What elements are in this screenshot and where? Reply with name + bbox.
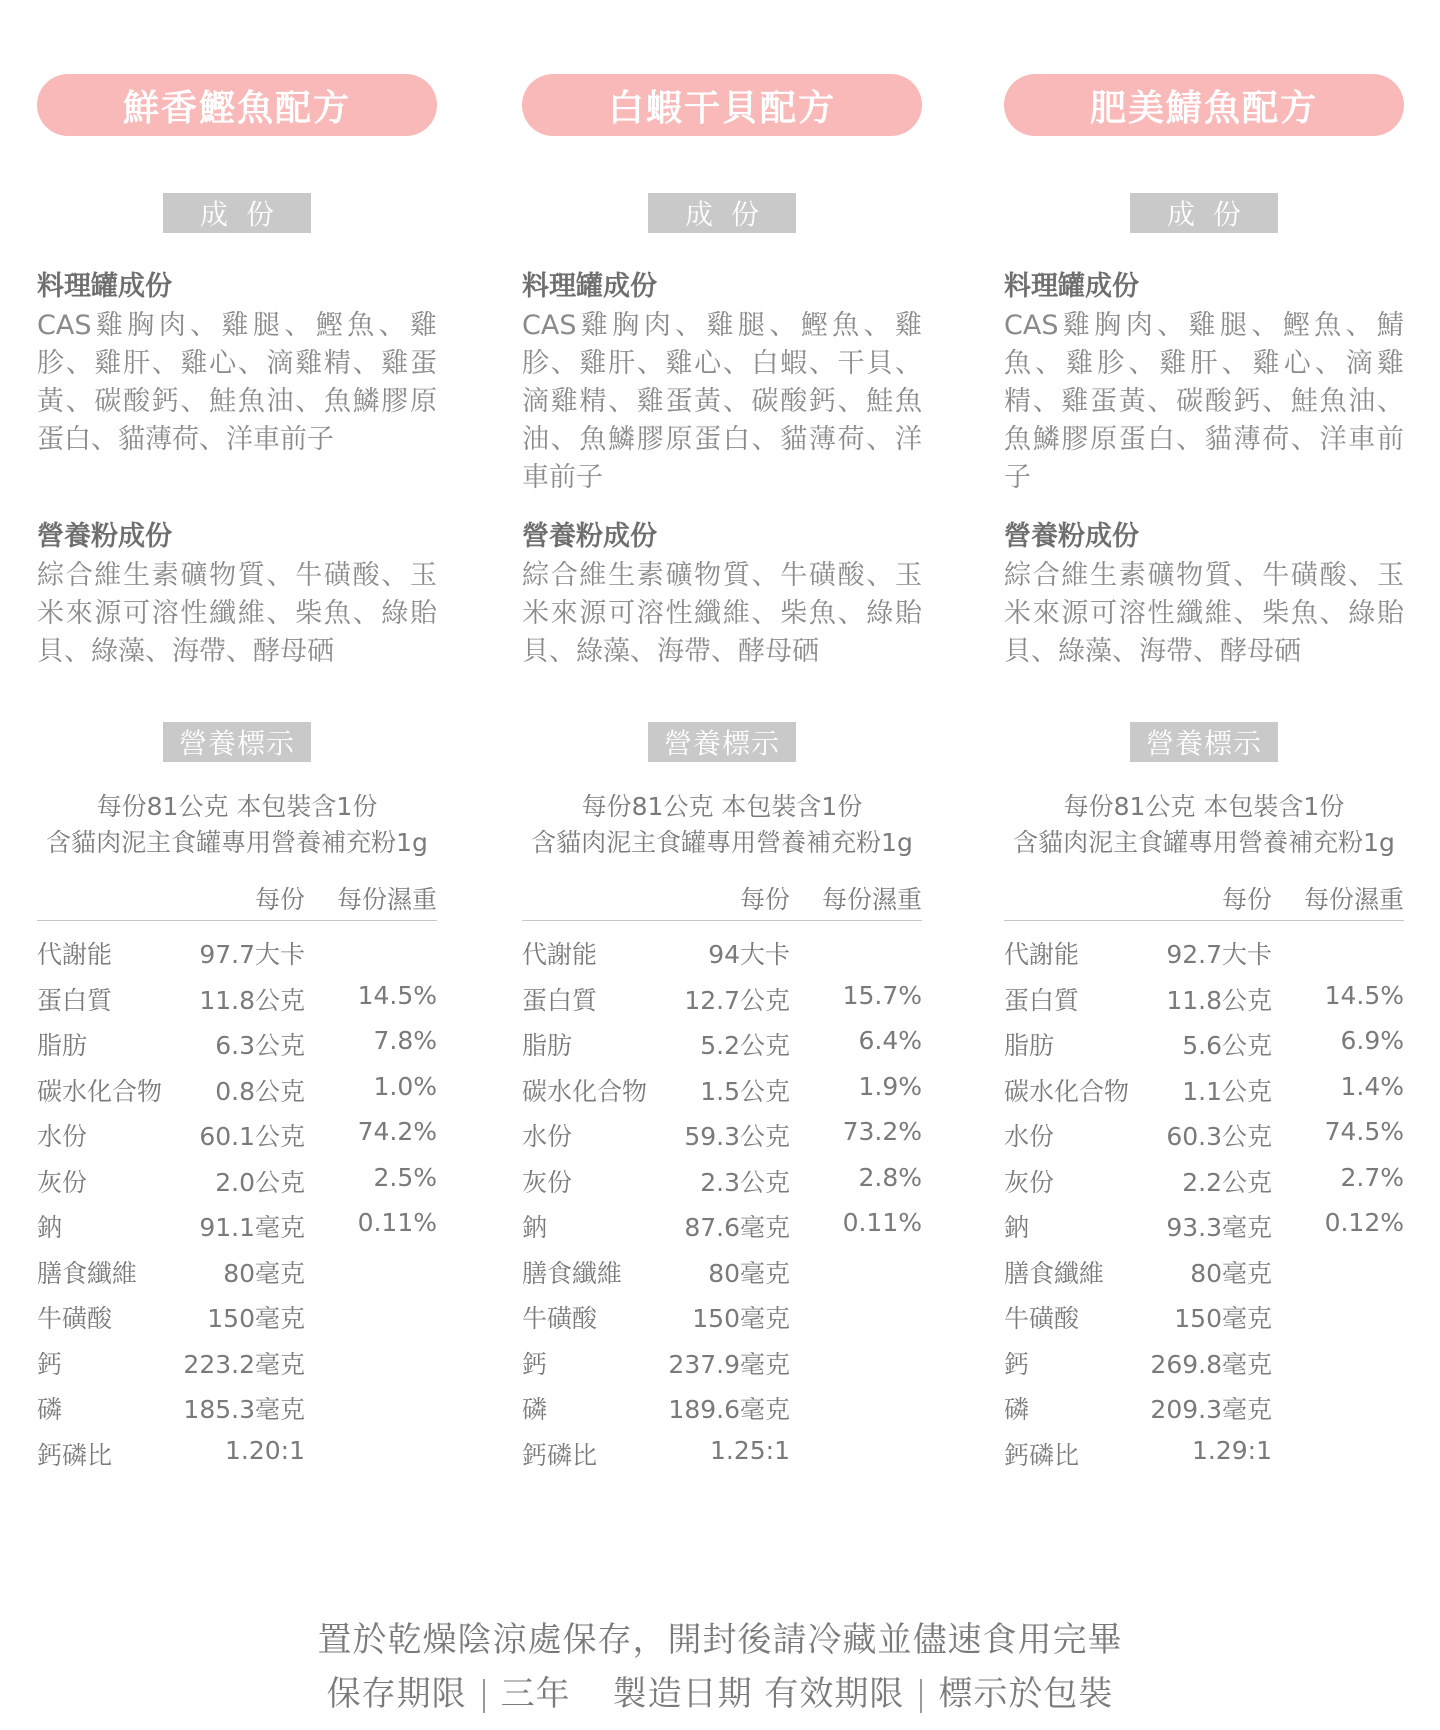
header-per-serving: 每份 xyxy=(1221,885,1272,914)
serving-line: 每份81公克 本包裝含1份 xyxy=(96,792,378,821)
table-row xyxy=(522,935,922,981)
shelf-life-label: 保存期限 xyxy=(326,1674,467,1714)
nutrient-name: 膳食纖維 xyxy=(1004,1258,1105,1288)
nutrient-name: 鈣 xyxy=(1004,1349,1030,1379)
serving-line: 含貓肉泥主食罐專用營養補充粉1g xyxy=(46,828,428,857)
nutrient-value: 1.25:1 xyxy=(710,1435,790,1465)
table-row xyxy=(37,1117,437,1163)
formula-title: 白蝦干貝配方 xyxy=(522,74,922,136)
nutrient-value: 60.1公克 xyxy=(199,1122,305,1151)
nutrient-name: 磷 xyxy=(1004,1395,1030,1424)
serving-info xyxy=(37,789,437,861)
divider xyxy=(483,1679,485,1713)
storage-note: 置於乾燥陰涼處保存，開封後請冷藏並儘速食用完畢 xyxy=(317,1620,1123,1660)
table-row xyxy=(1004,981,1404,1027)
serving-line: 每份81公克 本包裝含1份 xyxy=(1063,792,1345,821)
nutrition-table-header xyxy=(522,880,922,921)
can-ingredients-heading: 料理罐成份 xyxy=(522,271,657,302)
powder-ingredients-heading: 營養粉成份 xyxy=(522,521,657,552)
nutrient-value: 150毫克 xyxy=(692,1304,790,1333)
powder-ingredients-text: 綜合維生素礦物質、牛磺酸、玉米來源可溶性纖維、柴魚、綠貽貝、綠藻、海帶、酵母硒 xyxy=(1004,560,1404,667)
table-row xyxy=(37,1072,437,1118)
nutrient-name: 脂肪 xyxy=(37,1031,88,1060)
nutrient-value: 150毫克 xyxy=(207,1304,305,1333)
nutrient-percent: 0.11% xyxy=(842,1208,922,1237)
table-row xyxy=(1004,1299,1404,1345)
table-row xyxy=(522,1208,922,1254)
table-row xyxy=(1004,1117,1404,1163)
nutrient-name: 牛磺酸 xyxy=(522,1304,598,1333)
nutrient-name: 蛋白質 xyxy=(522,985,598,1015)
nutrient-value: 5.2公克 xyxy=(700,1031,790,1060)
nutrient-name: 鈣 xyxy=(37,1349,63,1379)
table-row xyxy=(1004,1345,1404,1391)
table-row xyxy=(1004,935,1404,981)
nutrient-name: 鈣磷比 xyxy=(1004,1440,1080,1470)
nutrient-value: 11.8公克 xyxy=(1166,985,1272,1015)
nutrient-value: 80毫克 xyxy=(708,1258,790,1288)
nutrient-name: 膳食纖維 xyxy=(37,1258,138,1288)
table-row xyxy=(1004,1208,1404,1254)
nutrient-percent: 0.12% xyxy=(1324,1208,1404,1237)
nutrient-name: 蛋白質 xyxy=(1004,985,1080,1015)
table-row xyxy=(37,1208,437,1254)
nutrient-name: 灰份 xyxy=(37,1167,88,1197)
nutrient-value: 2.3公克 xyxy=(700,1167,790,1197)
nutrient-value: 80毫克 xyxy=(1190,1258,1272,1288)
serving-info xyxy=(1004,789,1404,861)
nutrient-name: 碳水化合物 xyxy=(1004,1076,1130,1106)
nutrient-name: 水份 xyxy=(1004,1122,1055,1151)
header-wet-weight: 每份濕重 xyxy=(336,885,437,914)
can-ingredients-text: CAS雞胸肉、雞腿、鰹魚、雞胗、雞肝、雞心、白蝦、干貝、滴雞精、雞蛋黃、碳酸鈣、鮭魚油、魚鱗膠原蛋白、貓薄荷、洋車前子 xyxy=(522,310,922,493)
nutrient-name: 磷 xyxy=(37,1395,63,1424)
serving-line: 含貓肉泥主食罐專用營養補充粉1g xyxy=(531,828,913,857)
nutrient-name: 代謝能 xyxy=(1004,940,1080,969)
nutrient-name: 碳水化合物 xyxy=(37,1076,163,1106)
date-label: 製造日期 有效期限 xyxy=(612,1674,905,1714)
table-row xyxy=(522,1254,922,1300)
nutrient-name: 牛磺酸 xyxy=(37,1304,113,1333)
table-row xyxy=(1004,1026,1404,1072)
nutrient-percent: 2.7% xyxy=(1340,1162,1404,1192)
table-row xyxy=(1004,1072,1404,1118)
nutrient-value: 185.3毫克 xyxy=(183,1395,305,1424)
nutrient-value: 1.29:1 xyxy=(1192,1435,1272,1465)
table-row xyxy=(522,1072,922,1118)
table-row xyxy=(37,1390,437,1436)
nutrient-value: 1.20:1 xyxy=(225,1435,305,1465)
nutrient-name: 脂肪 xyxy=(522,1031,573,1060)
nutrient-name: 磷 xyxy=(522,1395,548,1424)
formula-title: 鮮香鰹魚配方 xyxy=(37,74,437,136)
table-row xyxy=(522,1163,922,1209)
nutrition-table-header xyxy=(1004,880,1404,921)
nutrient-name: 牛磺酸 xyxy=(1004,1304,1080,1333)
nutrient-name: 代謝能 xyxy=(37,940,113,969)
table-row xyxy=(1004,1390,1404,1436)
table-row xyxy=(37,1163,437,1209)
nutrition-tag: 營養標示 xyxy=(648,722,796,762)
nutrient-value: 80毫克 xyxy=(223,1258,305,1288)
nutrient-value: 87.6毫克 xyxy=(684,1213,790,1242)
serving-info xyxy=(522,789,922,861)
table-row xyxy=(37,981,437,1027)
nutrient-name: 代謝能 xyxy=(522,940,598,969)
nutrient-percent: 0.11% xyxy=(357,1208,437,1237)
header-wet-weight: 每份濕重 xyxy=(821,885,922,914)
nutrient-value: 2.2公克 xyxy=(1182,1167,1272,1197)
nutrient-percent: 6.4% xyxy=(858,1026,922,1055)
date-value: 標示於包裝 xyxy=(938,1674,1114,1714)
table-row xyxy=(522,1026,922,1072)
nutrient-name: 碳水化合物 xyxy=(522,1076,648,1106)
nutrient-value: 269.8毫克 xyxy=(1150,1349,1272,1379)
nutrition-tag: 營養標示 xyxy=(163,722,311,762)
nutrient-value: 2.0公克 xyxy=(215,1167,305,1197)
nutrient-percent: 2.5% xyxy=(373,1162,437,1192)
nutrient-value: 12.7公克 xyxy=(684,985,790,1015)
header-per-serving: 每份 xyxy=(254,885,305,914)
nutrient-value: 11.8公克 xyxy=(199,985,305,1015)
serving-line: 含貓肉泥主食罐專用營養補充粉1g xyxy=(1013,828,1395,857)
nutrient-value: 1.1公克 xyxy=(1182,1076,1272,1106)
table-row xyxy=(1004,1163,1404,1209)
nutrient-value: 94大卡 xyxy=(708,940,790,969)
table-row xyxy=(522,1345,922,1391)
nutrient-name: 灰份 xyxy=(1004,1167,1055,1197)
nutrient-value: 91.1毫克 xyxy=(199,1213,305,1242)
nutrient-value: 60.3公克 xyxy=(1166,1122,1272,1151)
nutrient-name: 水份 xyxy=(522,1122,573,1151)
nutrient-percent: 1.9% xyxy=(858,1071,922,1101)
nutrient-name: 脂肪 xyxy=(1004,1031,1055,1060)
nutrient-percent: 14.5% xyxy=(357,980,437,1010)
nutrient-name: 膳食纖維 xyxy=(522,1258,623,1288)
nutrient-name: 蛋白質 xyxy=(37,985,113,1015)
nutrient-name: 鈉 xyxy=(37,1213,63,1242)
nutrient-name: 鈣磷比 xyxy=(37,1440,113,1470)
nutrition-tag: 營養標示 xyxy=(1130,722,1278,762)
powder-ingredients-heading: 營養粉成份 xyxy=(1004,521,1139,552)
nutrient-percent: 74.5% xyxy=(1324,1117,1404,1146)
nutrient-percent: 14.5% xyxy=(1324,980,1404,1010)
table-row xyxy=(37,1254,437,1300)
table-row xyxy=(522,1299,922,1345)
nutrient-name: 鈉 xyxy=(1004,1213,1030,1242)
nutrient-value: 237.9毫克 xyxy=(668,1349,790,1379)
nutrition-table xyxy=(522,935,922,1481)
nutrient-percent: 1.0% xyxy=(373,1071,437,1101)
nutrition-table xyxy=(37,935,437,1481)
table-row xyxy=(37,1026,437,1072)
table-row xyxy=(522,981,922,1027)
header-wet-weight: 每份濕重 xyxy=(1303,885,1404,914)
nutrient-value: 1.5公克 xyxy=(700,1076,790,1106)
nutrient-value: 209.3毫克 xyxy=(1150,1395,1272,1424)
nutrient-value: 92.7大卡 xyxy=(1166,940,1272,969)
ingredients-tag: 成份 xyxy=(1130,193,1278,233)
nutrient-percent: 2.8% xyxy=(858,1162,922,1192)
table-row xyxy=(37,935,437,981)
formula-title: 肥美鯖魚配方 xyxy=(1004,74,1404,136)
nutrient-value: 150毫克 xyxy=(1174,1304,1272,1333)
shelf-life-value: 三年 xyxy=(500,1674,571,1714)
nutrient-value: 59.3公克 xyxy=(684,1122,790,1151)
nutrient-name: 灰份 xyxy=(522,1167,573,1197)
can-ingredients-text: CAS雞胸肉、雞腿、鰹魚、雞胗、雞肝、雞心、滴雞精、雞蛋黃、碳酸鈣、鮭魚油、魚鱗膠原蛋白、貓薄荷、洋車前子 xyxy=(37,310,437,455)
serving-line: 每份81公克 本包裝含1份 xyxy=(581,792,863,821)
ingredients-tag: 成份 xyxy=(648,193,796,233)
table-row xyxy=(37,1436,437,1482)
nutrient-percent: 15.7% xyxy=(842,980,922,1010)
nutrient-percent: 1.4% xyxy=(1340,1071,1404,1101)
powder-ingredients-heading: 營養粉成份 xyxy=(37,521,172,552)
nutrient-value: 5.6公克 xyxy=(1182,1031,1272,1060)
nutrient-value: 0.8公克 xyxy=(215,1076,305,1106)
divider xyxy=(920,1679,922,1713)
can-ingredients-text: CAS雞胸肉、雞腿、鰹魚、鯖魚、雞胗、雞肝、雞心、滴雞精、雞蛋黃、碳酸鈣、鮭魚油、魚鱗膠原蛋白、貓薄荷、洋車前子 xyxy=(1004,310,1404,493)
nutrient-value: 6.3公克 xyxy=(215,1031,305,1060)
date-info xyxy=(0,1666,1440,1715)
nutrition-table xyxy=(1004,935,1404,1481)
nutrient-value: 189.6毫克 xyxy=(668,1395,790,1424)
nutrient-name: 鈉 xyxy=(522,1213,548,1242)
nutrient-percent: 73.2% xyxy=(842,1117,922,1146)
table-row xyxy=(37,1299,437,1345)
nutrient-name: 鈣 xyxy=(522,1349,548,1379)
table-row xyxy=(1004,1436,1404,1482)
table-row xyxy=(522,1117,922,1163)
powder-ingredients-text: 綜合維生素礦物質、牛磺酸、玉米來源可溶性纖維、柴魚、綠貽貝、綠藻、海帶、酵母硒 xyxy=(522,560,922,667)
can-ingredients-heading: 料理罐成份 xyxy=(37,271,172,302)
nutrient-value: 97.7大卡 xyxy=(199,940,305,969)
powder-ingredients-text: 綜合維生素礦物質、牛磺酸、玉米來源可溶性纖維、柴魚、綠貽貝、綠藻、海帶、酵母硒 xyxy=(37,560,437,667)
table-row xyxy=(37,1345,437,1391)
table-row xyxy=(522,1390,922,1436)
nutrient-percent: 7.8% xyxy=(373,1026,437,1055)
table-row xyxy=(522,1436,922,1482)
ingredients-tag: 成份 xyxy=(163,193,311,233)
nutrient-value: 223.2毫克 xyxy=(183,1349,305,1379)
nutrition-table-header xyxy=(37,880,437,921)
nutrient-name: 水份 xyxy=(37,1122,88,1151)
can-ingredients-heading: 料理罐成份 xyxy=(1004,271,1139,302)
nutrient-percent: 74.2% xyxy=(357,1117,437,1146)
nutrient-name: 鈣磷比 xyxy=(522,1440,598,1470)
header-per-serving: 每份 xyxy=(739,885,790,914)
table-row xyxy=(1004,1254,1404,1300)
nutrient-value: 93.3毫克 xyxy=(1166,1213,1272,1242)
nutrient-percent: 6.9% xyxy=(1340,1026,1404,1055)
